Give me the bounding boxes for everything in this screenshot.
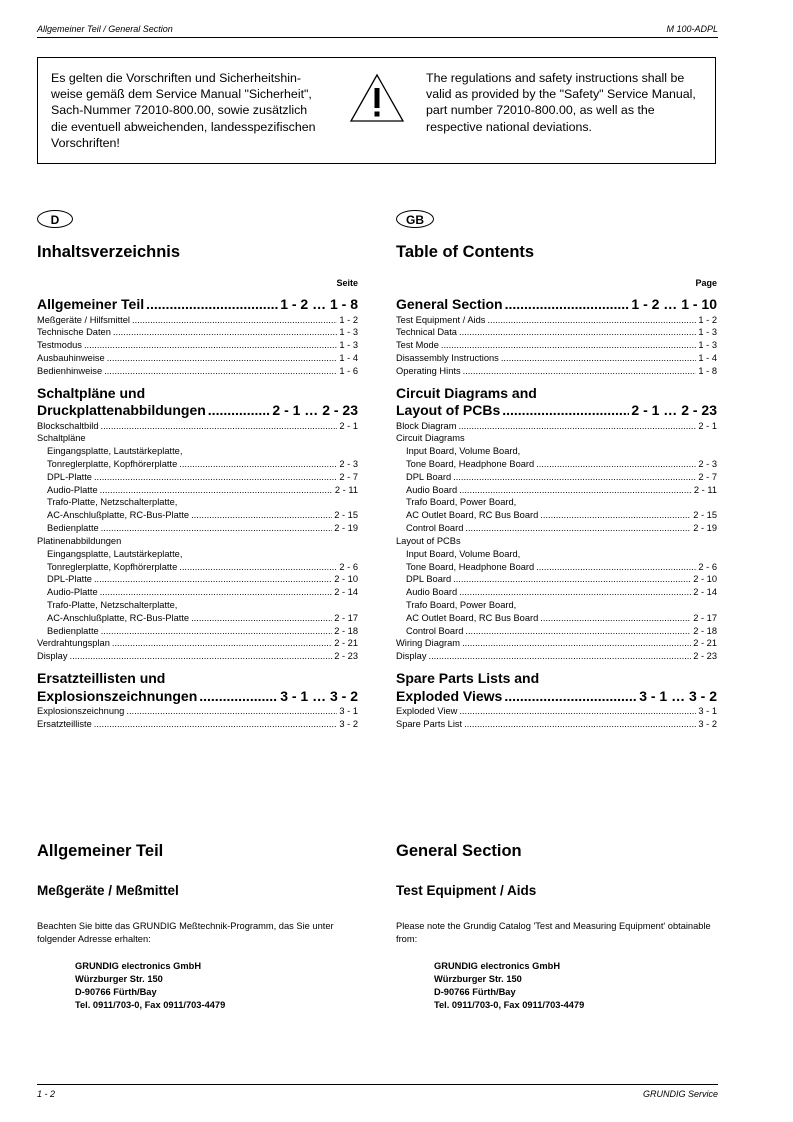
address-en: GRUNDIG electronics GmbH Würzburger Str. 150 D-90766 Fürth/Bay Tel. 0911/703-0, Fax 0911/703-4479 xyxy=(434,961,585,1010)
language-badge-gb: GB xyxy=(396,210,434,228)
toc-entry[interactable]: Spare Parts List ..... 3 - 2 xyxy=(396,718,717,731)
toc-entry[interactable]: AC-Anschlußplatte, RC-Bus-Platte ..... 2 - 15 xyxy=(37,509,358,522)
page-column-label-en: Page xyxy=(695,278,717,288)
toc-entry[interactable]: Technical Data ..... 1 - 3 xyxy=(396,326,717,339)
toc-entry[interactable]: Tonreglerplatte, Kopfhörerplatte ..... 2 - 6 xyxy=(37,561,358,574)
paragraph-de: Beachten Sie bitte das GRUNDIG Meßtechnik-Programm, das Sie unter folgender Adresse erhalten: xyxy=(37,921,334,944)
toc-entry[interactable]: Display ..... 2 - 23 xyxy=(396,650,717,663)
toc-entry-line1: Input Board, Volume Board, xyxy=(406,548,521,559)
toc-entry-line1: Trafo-Platte, Netzschalterplatte, xyxy=(47,599,178,610)
toc-entry[interactable]: AC-Anschlußplatte, RC-Bus-Platte ..... 2 - 17 xyxy=(37,612,358,625)
toc-group-label: Schaltpläne xyxy=(37,433,86,444)
toc-group-label: Platinenabbildungen xyxy=(37,535,122,546)
section-heading-de: Allgemeiner Teil xyxy=(37,842,164,860)
toc-de xyxy=(37,296,358,731)
toc-section-3[interactable]: Exploded Views ..... 3 - 1 … 3 - 2 xyxy=(396,688,717,706)
toc-entry[interactable]: Tonreglerplatte, Kopfhörerplatte ..... 2 - 3 xyxy=(37,458,358,471)
toc-entry-line1: Eingangsplatte, Lautstärkeplatte, xyxy=(47,548,183,559)
toc-entry[interactable]: Tone Board, Headphone Board ..... 2 - 3 xyxy=(396,458,717,471)
toc-entry[interactable]: Testmodus ..... 1 - 3 xyxy=(37,339,358,352)
address-de: GRUNDIG electronics GmbH Würzburger Str. 150 D-90766 Fürth/Bay Tel. 0911/703-0, Fax 0911/703-4479 xyxy=(75,961,226,1010)
toc-entry[interactable]: Technische Daten ..... 1 - 3 xyxy=(37,326,358,339)
toc-group-label: Layout of PCBs xyxy=(396,535,461,546)
toc-entry[interactable]: DPL Board ..... 2 - 10 xyxy=(396,573,717,586)
header-rule xyxy=(37,37,718,38)
toc-section-2[interactable]: Druckplattenabbildungen ..... 2 - 1 … 2 - 23 xyxy=(37,402,358,420)
toc-entry[interactable]: Explosionszeichnung ..... 3 - 1 xyxy=(37,705,358,718)
toc-section-1[interactable]: General Section ..... 1 - 2 … 1 - 10 xyxy=(396,296,717,314)
toc-group-label: Circuit Diagrams xyxy=(396,433,465,444)
toc-entry[interactable]: Verdrahtungsplan ..... 2 - 21 xyxy=(37,637,358,650)
toc-entry[interactable]: Audio-Platte ..... 2 - 11 xyxy=(37,484,358,497)
toc-entry[interactable]: Ausbauhinweise ..... 1 - 4 xyxy=(37,352,358,365)
toc-section-3-line1: Spare Parts Lists and xyxy=(396,670,540,686)
footer-rule xyxy=(37,1084,718,1085)
subheading-de: Meßgeräte / Meßmittel xyxy=(37,883,179,898)
toc-entry[interactable]: Audio-Platte ..... 2 - 14 xyxy=(37,586,358,599)
toc-entry[interactable]: Wiring Diagram ..... 2 - 21 xyxy=(396,637,717,650)
subheading-en: Test Equipment / Aids xyxy=(396,883,537,898)
toc-section-1[interactable]: Allgemeiner Teil ..... 1 - 2 … 1 - 8 xyxy=(37,296,358,314)
toc-entry[interactable]: Blockschaltbild ..... 2 - 1 xyxy=(37,420,358,433)
toc-section-2[interactable]: Layout of PCBs ..... 2 - 1 … 2 - 23 xyxy=(396,402,717,420)
toc-entry[interactable]: Ersatzteilliste ..... 3 - 2 xyxy=(37,718,358,731)
header-left: Allgemeiner Teil / General Section xyxy=(37,24,173,34)
language-badge-de: D xyxy=(37,210,73,228)
toc-entry[interactable]: Tone Board, Headphone Board ..... 2 - 6 xyxy=(396,561,717,574)
warning-triangle-icon xyxy=(349,73,405,123)
footer-right: GRUNDIG Service xyxy=(642,1089,718,1099)
toc-entry[interactable]: Audio Board ..... 2 - 11 xyxy=(396,484,717,497)
toc-en xyxy=(396,296,717,731)
toc-entry[interactable]: Display ..... 2 - 23 xyxy=(37,650,358,663)
toc-entry[interactable]: Test Mode ..... 1 - 3 xyxy=(396,339,717,352)
toc-entry-line1: Trafo Board, Power Board, xyxy=(406,599,517,610)
page-column-label-de: Seite xyxy=(336,278,358,288)
toc-entry[interactable]: Bedienplatte ..... 2 - 18 xyxy=(37,625,358,638)
toc-entry[interactable]: DPL-Platte ..... 2 - 10 xyxy=(37,573,358,586)
paragraph-en: Please note the Grundig Catalog 'Test and Measuring Equipment' obtainable from: xyxy=(396,921,711,944)
toc-entry-line1: Eingangsplatte, Lautstärkeplatte, xyxy=(47,446,183,457)
toc-entry[interactable]: Test Equipment / Aids ..... 1 - 2 xyxy=(396,314,717,327)
toc-entry-line1: Input Board, Volume Board, xyxy=(406,446,521,457)
toc-entry[interactable]: Control Board ..... 2 - 18 xyxy=(396,625,717,638)
toc-entry[interactable]: Block Diagram ..... 2 - 1 xyxy=(396,420,717,433)
toc-section-3[interactable]: Explosionszeichnungen ..... 3 - 1 … 3 - 2 xyxy=(37,688,358,706)
toc-entry[interactable]: Meßgeräte / Hilfsmittel ..... 1 - 2 xyxy=(37,314,358,327)
notice-de: Es gelten die Vorschriften und Sicherheitshin- weise gemäß dem Service Manual "Sicherheit", Sach-Nummer 72010-800.00, sowie zusätzlich die eventuell abweichenden, landesspezifischen Vorschriften! xyxy=(51,71,316,150)
toc-entry[interactable]: Bedienplatte ..... 2 - 19 xyxy=(37,522,358,535)
toc-section-3-line1: Ersatzteillisten und xyxy=(37,670,166,686)
header-right: M 100-ADPL xyxy=(666,24,718,34)
toc-entry-line1: Trafo Board, Power Board, xyxy=(406,497,517,508)
toc-entry[interactable]: Bedienhinweise ..... 1 - 6 xyxy=(37,365,358,378)
section-heading-en: General Section xyxy=(396,842,522,860)
toc-entry[interactable]: AC Outlet Board, RC Bus Board ..... 2 - 17 xyxy=(396,612,717,625)
toc-section-2-line1: Schaltpläne und xyxy=(37,384,146,401)
toc-title-de: Inhaltsverzeichnis xyxy=(37,243,181,261)
page-number: 1 - 2 xyxy=(37,1089,56,1099)
toc-entry-line1: Trafo-Platte, Netzschalterplatte, xyxy=(47,497,178,508)
toc-entry[interactable]: Control Board ..... 2 - 19 xyxy=(396,522,717,535)
toc-title-en: Table of Contents xyxy=(396,243,535,261)
toc-section-2-line1: Circuit Diagrams and xyxy=(396,384,537,401)
toc-entry[interactable]: Audio Board ..... 2 - 14 xyxy=(396,586,717,599)
toc-entry[interactable]: DPL-Platte ..... 2 - 7 xyxy=(37,471,358,484)
toc-entry[interactable]: Disassembly Instructions ..... 1 - 4 xyxy=(396,352,717,365)
toc-entry[interactable]: Operating Hints ..... 1 - 8 xyxy=(396,365,717,378)
notice-en: The regulations and safety instructions shall be valid as provided by the "Safety" Service Manual, part number 72010-800.00, as well as the respective national deviations. xyxy=(426,71,696,134)
toc-entry[interactable]: DPL Board ..... 2 - 7 xyxy=(396,471,717,484)
toc-entry[interactable]: Exploded View ..... 3 - 1 xyxy=(396,705,717,718)
toc-entry[interactable]: AC Outlet Board, RC Bus Board ..... 2 - 15 xyxy=(396,509,717,522)
